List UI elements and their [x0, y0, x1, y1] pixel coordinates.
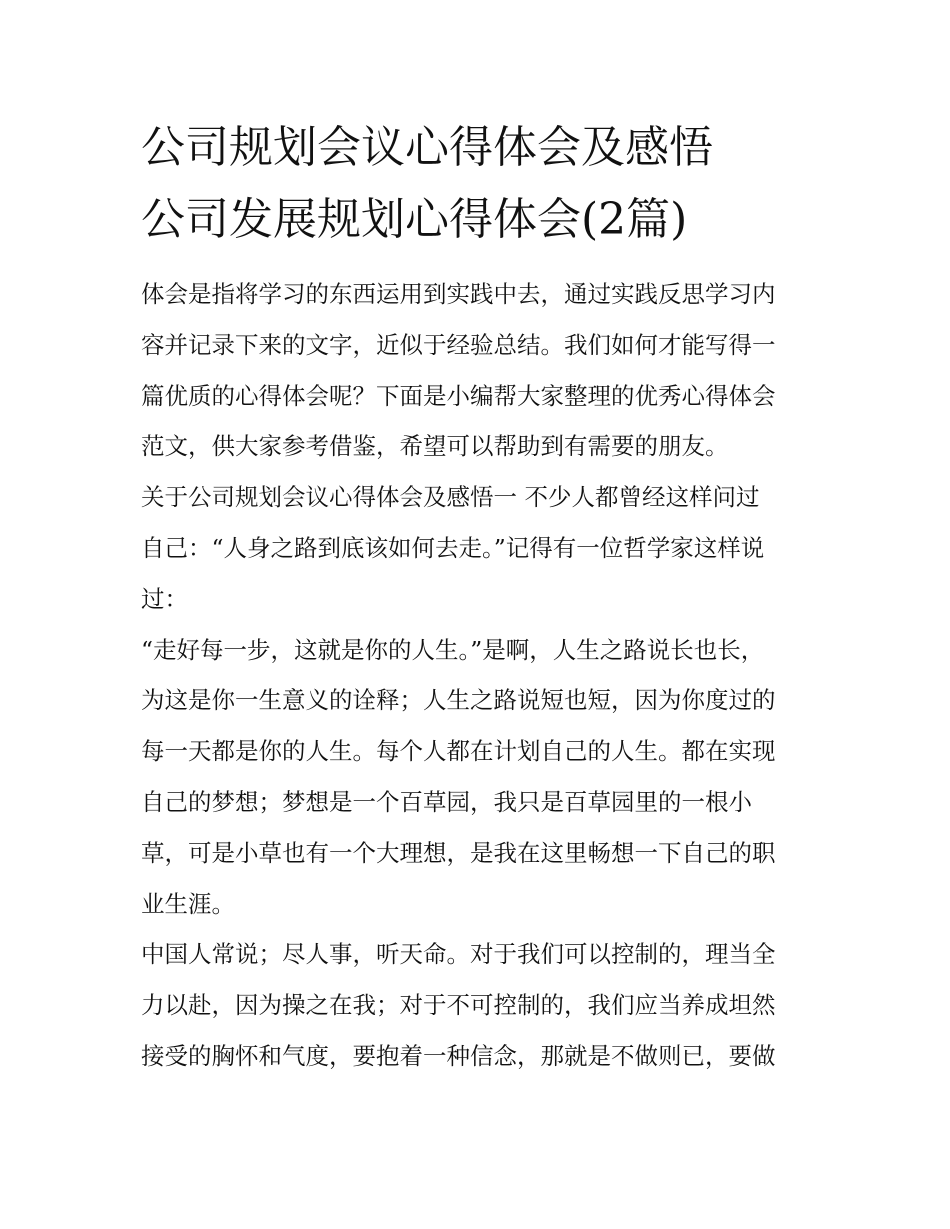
- paragraph-life-path: [141, 625, 813, 930]
- document-title-line-1: 公司规划会议心得体会及感悟: [141, 122, 713, 173]
- text-line: 力以赴，因为操之在我；对于不可控制的，我们应当养成坦然: [141, 991, 776, 1020]
- text-line: 过：: [141, 584, 188, 613]
- text-line: 自己：“人身之路到底该如何去走。”记得有一位哲学家这样说: [141, 533, 765, 562]
- paragraph-section-one: [141, 472, 813, 624]
- text-line: 自己的梦想；梦想是一个百草园，我只是百草园里的一根小: [141, 787, 752, 816]
- document-title-line-2: 公司发展规划心得体会(2篇): [141, 194, 688, 245]
- text-line: 关于公司规划会议心得体会及感悟一 不少人都曾经这样问过: [141, 483, 760, 512]
- text-line: 为这是你一生意义的诠释；人生之路说短也短，因为你度过的: [141, 686, 776, 715]
- paragraph-intro: [141, 269, 813, 472]
- paragraph-chinese-saying: [141, 929, 813, 1081]
- text-line: 容并记录下来的文字，近似于经验总结。我们如何才能写得一: [141, 330, 776, 359]
- text-line: 体会是指将学习的东西运用到实践中去，通过实践反思学习内: [141, 280, 776, 308]
- text-line: 业生涯。: [141, 889, 235, 918]
- text-line: 中国人常说；尽人事，听天命。对于我们可以控制的，理当全: [141, 940, 776, 969]
- text-line: 范文，供大家参考借鉴，希望可以帮助到有需要的朋友。: [141, 432, 729, 461]
- text-line: 篇优质的心得体会呢？下面是小编帮大家整理的优秀心得体会: [141, 381, 776, 410]
- text-line: 每一天都是你的人生。每个人都在计划自己的人生。都在实现: [141, 737, 776, 766]
- text-line: 接受的胸怀和气度，要抱着一种信念，那就是不做则已，要做: [141, 1041, 776, 1070]
- document-body: [141, 269, 813, 1082]
- text-line: “走好每一步，这就是你的人生。”是啊，人生之路说长也长，: [141, 635, 765, 664]
- text-line: 草，可是小草也有一个大理想，是我在这里畅想一下自己的职: [141, 838, 776, 867]
- document-content: [141, 112, 813, 1082]
